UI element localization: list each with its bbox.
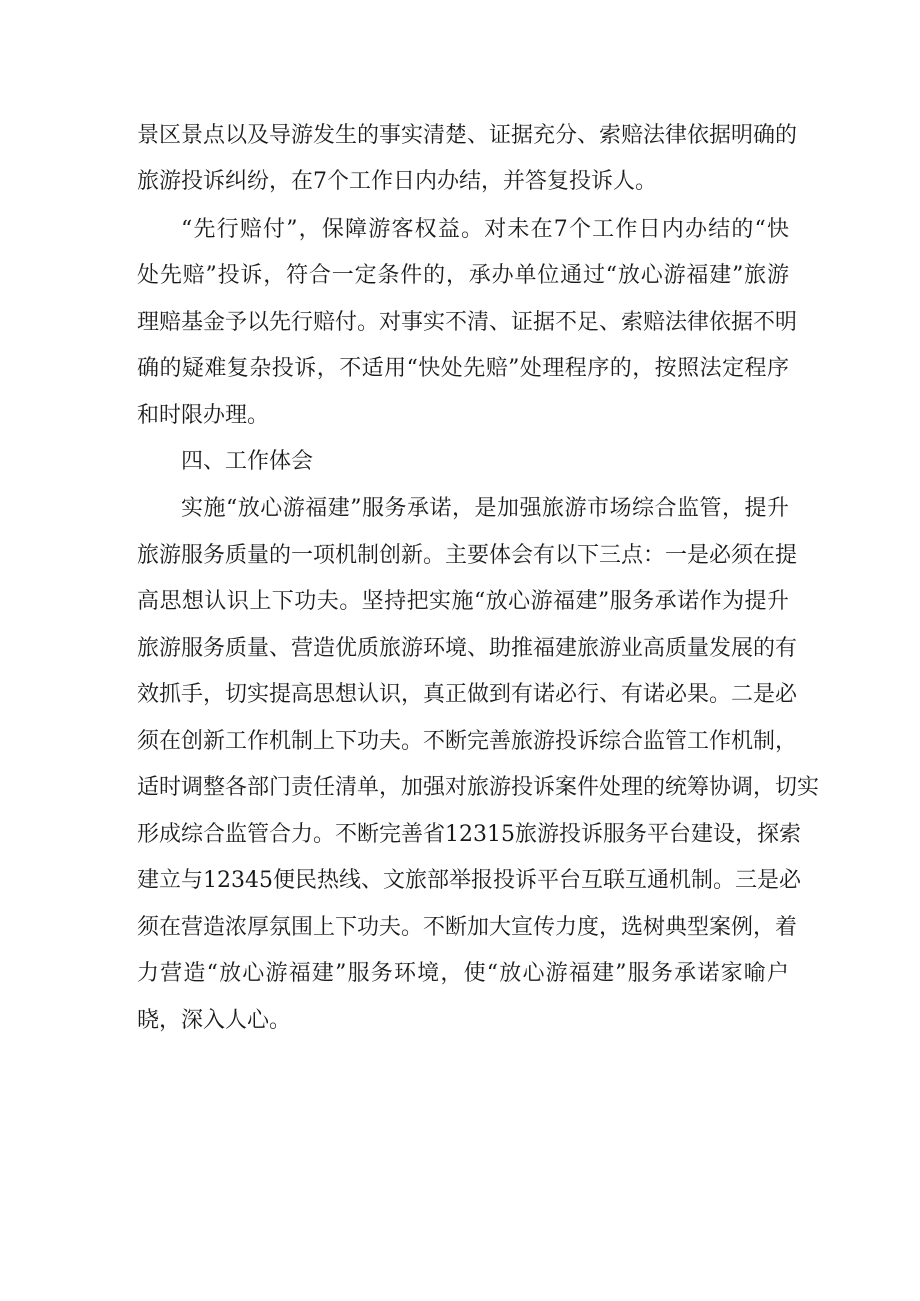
para3-line-11: 力营造“放心游福建”服务环境，使“放心游福建”服务承诺家喻户 — [137, 961, 789, 986]
para1-line-1: 景区景点以及导游发生的事实清楚、证据充分、索赔法律依据明确的 — [137, 123, 798, 148]
para2-line-3: 理赔基金予以先行赔付。对事实不清、证据不足、索赔法律依据不明 — [137, 310, 798, 335]
para2-line-4: 确的疑难复杂投诉，不适用“快处先赔”处理程序的，按照法定程序 — [137, 356, 789, 381]
para3-line-3: 高思想认识上下功夫。坚持把实施“放心游福建”服务承诺作为提升 — [137, 589, 789, 614]
para1-line-2: 旅游投诉纠纷，在7个工作日内办结，并答复投诉人。 — [137, 169, 657, 194]
para3-line-8: 形成综合监管合力。不断完善省12315旅游投诉服务平台建设，探索 — [137, 822, 801, 847]
para3-line-2: 旅游服务质量的一项机制创新。主要体会有以下三点：一是必须在提 — [137, 543, 798, 568]
para3-line-12: 晓，深入人心。 — [137, 1008, 292, 1033]
para3-line-9: 建立与12345便民热线、文旅部举报投诉平台互联互通机制。三是必 — [137, 868, 801, 893]
para3-line-10: 须在营造浓厚氛围上下功夫。不断加大宣传力度，选树典型案例，着 — [137, 915, 798, 940]
para2-line-2: 处先赔”投诉，符合一定条件的，承办单位通过“放心游福建”旅游 — [137, 263, 789, 288]
para3-line-7: 适时调整各部门责任清单，加强对旅游投诉案件处理的统筹协调，切实 — [137, 775, 820, 800]
para3-line-4: 旅游服务质量、营造优质旅游环境、助推福建旅游业高质量发展的有 — [137, 636, 798, 661]
para3-line-5: 效抓手，切实提高思想认识，真正做到有诺必行、有诺必果。二是必 — [137, 682, 798, 707]
section-heading: 四、工作体会 — [181, 449, 314, 474]
para2-line-5: 和时限办理。 — [137, 403, 270, 428]
para3-line-1: 实施“放心游福建”服务承诺，是加强旅游市场综合监管，提升 — [181, 496, 789, 521]
para2-line-1: “先行赔付”，保障游客权益。对未在7个工作日内办结的“快 — [181, 217, 789, 242]
para3-line-6: 须在创新工作机制上下功夫。不断完善旅游投诉综合监管工作机制， — [137, 729, 798, 754]
